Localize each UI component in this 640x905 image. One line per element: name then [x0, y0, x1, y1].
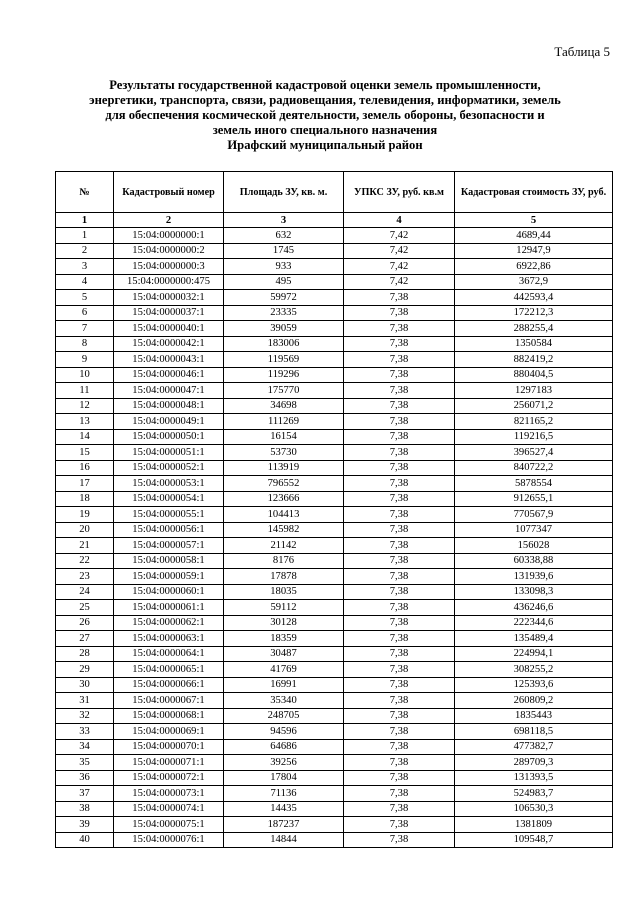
table-row — [56, 801, 613, 817]
header-upks: УПКС ЗУ, руб. кв.м — [344, 172, 455, 213]
table-row — [56, 538, 613, 554]
cell-cadastral-number: 15:04:0000000:2 — [114, 243, 224, 259]
cell-cadastral-value: 288255,4 — [455, 321, 613, 337]
cell-number: 24 — [56, 584, 114, 600]
cell-area: 18035 — [224, 584, 344, 600]
cell-number: 14 — [56, 429, 114, 445]
cell-cadastral-value: 172212,3 — [455, 305, 613, 321]
cell-area: 30487 — [224, 646, 344, 662]
table-number-label: Таблица 5 — [554, 44, 610, 59]
cell-number: 31 — [56, 693, 114, 709]
table-row — [56, 724, 613, 740]
cell-number: 36 — [56, 770, 114, 786]
cell-cadastral-number: 15:04:0000069:1 — [114, 724, 224, 740]
cell-number: 6 — [56, 305, 114, 321]
cell-cadastral-value: 1381809 — [455, 817, 613, 833]
table-row — [56, 398, 613, 414]
cell-number: 11 — [56, 383, 114, 399]
cell-number: 21 — [56, 538, 114, 554]
table-row — [56, 491, 613, 507]
table-row — [56, 336, 613, 352]
cell-upks: 7,38 — [344, 693, 455, 709]
cell-cadastral-value: 880404,5 — [455, 367, 613, 383]
cell-cadastral-value: 133098,3 — [455, 584, 613, 600]
table-row — [56, 631, 613, 647]
cell-upks: 7,38 — [344, 522, 455, 538]
cell-area: 30128 — [224, 615, 344, 631]
title-line-2: энергетики, транспорта, связи, радиовещания, телевидения, информатики, земель — [89, 93, 561, 107]
cell-number: 10 — [56, 367, 114, 383]
cell-cadastral-number: 15:04:0000068:1 — [114, 708, 224, 724]
cell-area: 119296 — [224, 367, 344, 383]
cell-cadastral-number: 15:04:0000051:1 — [114, 445, 224, 461]
table-row — [56, 476, 613, 492]
cell-area: 8176 — [224, 553, 344, 569]
cell-cadastral-number: 15:04:0000062:1 — [114, 615, 224, 631]
table-row — [56, 755, 613, 771]
cell-area: 64686 — [224, 739, 344, 755]
cell-cadastral-number: 15:04:0000052:1 — [114, 460, 224, 476]
cell-number: 2 — [56, 243, 114, 259]
cell-area: 14844 — [224, 832, 344, 848]
column-number: 5 — [455, 213, 613, 228]
table-row — [56, 569, 613, 585]
cell-area: 495 — [224, 274, 344, 290]
title-line-4: земель иного специального назначения — [212, 123, 438, 137]
cell-cadastral-number: 15:04:0000053:1 — [114, 476, 224, 492]
cell-number: 12 — [56, 398, 114, 414]
table-row — [56, 662, 613, 678]
cell-cadastral-value: 60338,88 — [455, 553, 613, 569]
cell-area: 94596 — [224, 724, 344, 740]
cell-cadastral-number: 15:04:0000060:1 — [114, 584, 224, 600]
cell-cadastral-value: 1077347 — [455, 522, 613, 538]
cell-upks: 7,38 — [344, 538, 455, 554]
cell-area: 248705 — [224, 708, 344, 724]
cell-upks: 7,42 — [344, 243, 455, 259]
cell-cadastral-value: 125393,6 — [455, 677, 613, 693]
cell-upks: 7,38 — [344, 569, 455, 585]
cell-number: 30 — [56, 677, 114, 693]
cell-number: 38 — [56, 801, 114, 817]
cell-number: 16 — [56, 460, 114, 476]
table-row — [56, 584, 613, 600]
cell-number: 20 — [56, 522, 114, 538]
cell-upks: 7,38 — [344, 739, 455, 755]
table-header-row — [56, 172, 613, 213]
cell-number: 28 — [56, 646, 114, 662]
cell-area: 53730 — [224, 445, 344, 461]
cell-cadastral-value: 436246,6 — [455, 600, 613, 616]
cell-cadastral-number: 15:04:0000067:1 — [114, 693, 224, 709]
cell-number: 27 — [56, 631, 114, 647]
cell-upks: 7,42 — [344, 228, 455, 244]
cell-number: 18 — [56, 491, 114, 507]
cell-cadastral-value: 6922,86 — [455, 259, 613, 275]
cell-area: 39059 — [224, 321, 344, 337]
cell-upks: 7,38 — [344, 414, 455, 430]
cell-number: 8 — [56, 336, 114, 352]
cell-upks: 7,38 — [344, 445, 455, 461]
cell-area: 123666 — [224, 491, 344, 507]
cell-number: 4 — [56, 274, 114, 290]
cell-area: 111269 — [224, 414, 344, 430]
cell-cadastral-number: 15:04:0000054:1 — [114, 491, 224, 507]
cell-cadastral-number: 15:04:0000000:475 — [114, 274, 224, 290]
cell-cadastral-number: 15:04:0000071:1 — [114, 755, 224, 771]
table-row — [56, 708, 613, 724]
cell-cadastral-value: 1350584 — [455, 336, 613, 352]
cell-number: 15 — [56, 445, 114, 461]
cell-number: 25 — [56, 600, 114, 616]
table-row — [56, 414, 613, 430]
table-row — [56, 739, 613, 755]
table-row — [56, 352, 613, 368]
cell-area: 17804 — [224, 770, 344, 786]
cadastral-valuation-table — [55, 171, 613, 848]
cell-upks: 7,38 — [344, 786, 455, 802]
cell-cadastral-value: 821165,2 — [455, 414, 613, 430]
cell-upks: 7,38 — [344, 770, 455, 786]
cell-upks: 7,38 — [344, 662, 455, 678]
cell-cadastral-value: 442593,4 — [455, 290, 613, 306]
cell-area: 23335 — [224, 305, 344, 321]
cell-area: 113919 — [224, 460, 344, 476]
cell-cadastral-number: 15:04:0000072:1 — [114, 770, 224, 786]
table-row — [56, 770, 613, 786]
table-row — [56, 460, 613, 476]
cell-upks: 7,38 — [344, 429, 455, 445]
cell-cadastral-value: 131939,6 — [455, 569, 613, 585]
table-row — [56, 290, 613, 306]
cell-upks: 7,38 — [344, 336, 455, 352]
table-row — [56, 553, 613, 569]
cell-upks: 7,38 — [344, 631, 455, 647]
cell-area: 16991 — [224, 677, 344, 693]
cell-upks: 7,38 — [344, 507, 455, 523]
cell-area: 18359 — [224, 631, 344, 647]
table-row — [56, 817, 613, 833]
table-body — [56, 213, 613, 848]
cell-upks: 7,38 — [344, 352, 455, 368]
cell-number: 29 — [56, 662, 114, 678]
cell-upks: 7,42 — [344, 259, 455, 275]
cell-cadastral-number: 15:04:0000075:1 — [114, 817, 224, 833]
cell-cadastral-number: 15:04:0000058:1 — [114, 553, 224, 569]
cell-area: 59972 — [224, 290, 344, 306]
header-cadastral-value: Кадастровая стоимость ЗУ, руб. — [455, 172, 613, 213]
cell-upks: 7,38 — [344, 553, 455, 569]
cell-cadastral-number: 15:04:0000032:1 — [114, 290, 224, 306]
cell-upks: 7,38 — [344, 398, 455, 414]
cell-cadastral-number: 15:04:0000047:1 — [114, 383, 224, 399]
cell-number: 40 — [56, 832, 114, 848]
header-area: Площадь ЗУ, кв. м. — [224, 172, 344, 213]
cell-cadastral-value: 119216,5 — [455, 429, 613, 445]
cell-cadastral-value: 12947,9 — [455, 243, 613, 259]
cell-cadastral-number: 15:04:0000055:1 — [114, 507, 224, 523]
cell-cadastral-value: 308255,2 — [455, 662, 613, 678]
cell-area: 35340 — [224, 693, 344, 709]
table-row — [56, 259, 613, 275]
cell-cadastral-number: 15:04:0000076:1 — [114, 832, 224, 848]
table-row — [56, 646, 613, 662]
cell-cadastral-value: 477382,7 — [455, 739, 613, 755]
cell-area: 41769 — [224, 662, 344, 678]
table-row — [56, 786, 613, 802]
cell-number: 33 — [56, 724, 114, 740]
cell-cadastral-value: 289709,3 — [455, 755, 613, 771]
cell-cadastral-number: 15:04:0000043:1 — [114, 352, 224, 368]
table-row — [56, 274, 613, 290]
cell-cadastral-number: 15:04:0000057:1 — [114, 538, 224, 554]
cell-cadastral-number: 15:04:0000046:1 — [114, 367, 224, 383]
cell-cadastral-value: 135489,4 — [455, 631, 613, 647]
cell-upks: 7,38 — [344, 677, 455, 693]
cell-number: 37 — [56, 786, 114, 802]
cell-cadastral-number: 15:04:0000000:3 — [114, 259, 224, 275]
column-number: 3 — [224, 213, 344, 228]
cell-upks: 7,38 — [344, 367, 455, 383]
cell-number: 34 — [56, 739, 114, 755]
cell-cadastral-value: 912655,1 — [455, 491, 613, 507]
header-cadastral-number: Кадастровый номер — [114, 172, 224, 213]
cell-cadastral-number: 15:04:0000059:1 — [114, 569, 224, 585]
cell-cadastral-number: 15:04:0000048:1 — [114, 398, 224, 414]
cell-upks: 7,38 — [344, 600, 455, 616]
cell-area: 175770 — [224, 383, 344, 399]
cell-cadastral-number: 15:04:0000061:1 — [114, 600, 224, 616]
table-row — [56, 600, 613, 616]
table-row — [56, 677, 613, 693]
cell-upks: 7,38 — [344, 383, 455, 399]
cell-cadastral-value: 1835443 — [455, 708, 613, 724]
table-row — [56, 693, 613, 709]
cell-cadastral-value: 770567,9 — [455, 507, 613, 523]
cell-upks: 7,38 — [344, 817, 455, 833]
cell-area: 39256 — [224, 755, 344, 771]
cell-upks: 7,38 — [344, 832, 455, 848]
cell-area: 183006 — [224, 336, 344, 352]
table-row — [56, 615, 613, 631]
cell-cadastral-value: 222344,6 — [455, 615, 613, 631]
document-title — [40, 78, 610, 153]
cell-cadastral-value: 224994,1 — [455, 646, 613, 662]
cell-number: 23 — [56, 569, 114, 585]
column-number: 1 — [56, 213, 114, 228]
cell-cadastral-number: 15:04:0000040:1 — [114, 321, 224, 337]
table-row — [56, 445, 613, 461]
cell-cadastral-number: 15:04:0000063:1 — [114, 631, 224, 647]
cell-upks: 7,38 — [344, 755, 455, 771]
cell-area: 14435 — [224, 801, 344, 817]
cell-cadastral-value: 396527,4 — [455, 445, 613, 461]
table-row — [56, 243, 613, 259]
cell-cadastral-value: 698118,5 — [455, 724, 613, 740]
cell-cadastral-number: 15:04:0000070:1 — [114, 739, 224, 755]
cell-cadastral-number: 15:04:0000073:1 — [114, 786, 224, 802]
column-number-row — [56, 213, 613, 228]
cell-area: 59112 — [224, 600, 344, 616]
cell-cadastral-value: 256071,2 — [455, 398, 613, 414]
cell-number: 13 — [56, 414, 114, 430]
cell-number: 39 — [56, 817, 114, 833]
cell-cadastral-value: 131393,5 — [455, 770, 613, 786]
cell-cadastral-value: 1297183 — [455, 383, 613, 399]
cell-upks: 7,42 — [344, 274, 455, 290]
cell-area: 104413 — [224, 507, 344, 523]
cell-cadastral-value: 156028 — [455, 538, 613, 554]
cell-upks: 7,38 — [344, 476, 455, 492]
cell-cadastral-number: 15:04:0000066:1 — [114, 677, 224, 693]
cell-cadastral-number: 15:04:0000056:1 — [114, 522, 224, 538]
table-row — [56, 429, 613, 445]
cell-cadastral-value: 109548,7 — [455, 832, 613, 848]
table-row — [56, 321, 613, 337]
cell-number: 19 — [56, 507, 114, 523]
table-row — [56, 522, 613, 538]
title-line-1: Результаты государственной кадастровой оценки земель промышленности, — [109, 78, 541, 92]
cell-area: 1745 — [224, 243, 344, 259]
cell-upks: 7,38 — [344, 491, 455, 507]
cell-area: 71136 — [224, 786, 344, 802]
cell-number: 32 — [56, 708, 114, 724]
cell-cadastral-value: 840722,2 — [455, 460, 613, 476]
table-row — [56, 367, 613, 383]
cell-cadastral-value: 5878554 — [455, 476, 613, 492]
cell-number: 17 — [56, 476, 114, 492]
table-row — [56, 228, 613, 244]
cell-area: 187237 — [224, 817, 344, 833]
cell-cadastral-number: 15:04:0000065:1 — [114, 662, 224, 678]
cell-upks: 7,38 — [344, 321, 455, 337]
cell-upks: 7,38 — [344, 801, 455, 817]
column-number: 4 — [344, 213, 455, 228]
cell-upks: 7,38 — [344, 290, 455, 306]
cell-number: 7 — [56, 321, 114, 337]
cell-cadastral-number: 15:04:0000049:1 — [114, 414, 224, 430]
cell-area: 632 — [224, 228, 344, 244]
cell-upks: 7,38 — [344, 708, 455, 724]
title-line-3: для обеспечения космической деятельности, земель обороны, безопасности и — [105, 108, 545, 122]
cell-upks: 7,38 — [344, 646, 455, 662]
cell-upks: 7,38 — [344, 584, 455, 600]
cell-cadastral-value: 3672,9 — [455, 274, 613, 290]
table-row — [56, 832, 613, 848]
column-number: 2 — [114, 213, 224, 228]
cell-area: 119569 — [224, 352, 344, 368]
cell-area: 17878 — [224, 569, 344, 585]
cell-number: 3 — [56, 259, 114, 275]
cell-cadastral-value: 4689,44 — [455, 228, 613, 244]
cell-cadastral-number: 15:04:0000037:1 — [114, 305, 224, 321]
cell-number: 1 — [56, 228, 114, 244]
cell-number: 26 — [56, 615, 114, 631]
cell-area: 21142 — [224, 538, 344, 554]
cell-area: 34698 — [224, 398, 344, 414]
cell-number: 5 — [56, 290, 114, 306]
cell-area: 933 — [224, 259, 344, 275]
cell-cadastral-value: 106530,3 — [455, 801, 613, 817]
cell-upks: 7,38 — [344, 615, 455, 631]
cell-area: 145982 — [224, 522, 344, 538]
header-number: № — [56, 172, 114, 213]
cell-upks: 7,38 — [344, 724, 455, 740]
table-row — [56, 383, 613, 399]
cell-cadastral-value: 524983,7 — [455, 786, 613, 802]
cell-area: 796552 — [224, 476, 344, 492]
cell-cadastral-value: 260809,2 — [455, 693, 613, 709]
cell-upks: 7,38 — [344, 460, 455, 476]
cell-cadastral-number: 15:04:0000050:1 — [114, 429, 224, 445]
cell-cadastral-number: 15:04:0000000:1 — [114, 228, 224, 244]
title-district: Ирафский муниципальный район — [227, 138, 423, 152]
cell-number: 35 — [56, 755, 114, 771]
table-row — [56, 305, 613, 321]
cell-cadastral-number: 15:04:0000074:1 — [114, 801, 224, 817]
cell-area: 16154 — [224, 429, 344, 445]
table-row — [56, 507, 613, 523]
cell-cadastral-number: 15:04:0000064:1 — [114, 646, 224, 662]
cell-cadastral-number: 15:04:0000042:1 — [114, 336, 224, 352]
cell-number: 9 — [56, 352, 114, 368]
cell-cadastral-value: 882419,2 — [455, 352, 613, 368]
cell-upks: 7,38 — [344, 305, 455, 321]
cell-number: 22 — [56, 553, 114, 569]
